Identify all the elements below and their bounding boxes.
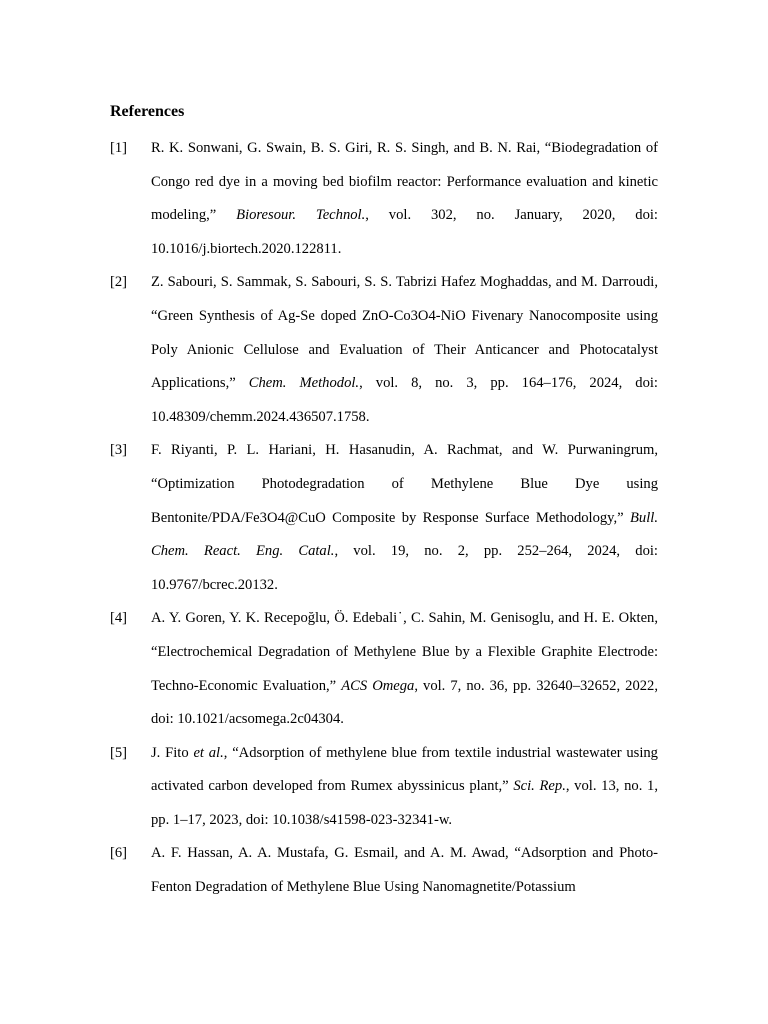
journal-name: Bull. Chem. React. Eng. Catal. [151,509,658,560]
reference-text: J. Fito et al., “Adsorption of methylene blue from textile industrial wastewater using activated carbon developed from Rumex abyssinicus plant,” Sci. Rep., vol. 13, no. 1, pp. 1–17, 2023, doi: 10.1038/s41598-023-32341-w. [151,744,658,828]
reference-item [110,132,658,266]
reference-number: [3] [110,442,128,459]
reference-number: [1] [110,140,128,156]
journal-name: ACS Omega [341,677,415,694]
reference-item [110,602,658,736]
reference-text: A. F. Hassan, A. A. Mustafa, G. Esmail, and A. M. Awad, “Adsorption and Photo-Fenton Degradation of Methylene Blue Using Nanomagnetite/Potassium [151,845,658,896]
reference-number: [6] [110,845,128,862]
reference-number: [4] [110,610,128,627]
reference-item [110,737,658,838]
reference-text: Z. Sabouri, S. Sammak, S. Sabouri, S. S. Tabrizi Hafez Moghaddas, and M. Darroudi, “Green Synthesis of Ag-Se doped ZnO-Co3O4-NiO Fivenary Nanocomposite using Poly Anionic Cellulose and Evaluation of Their Anticancer and Photocatalyst Applications,” Chem. Methodol., vol. 8, no. 3, pp. 164–176, 2024, doi: 10.48309/chemm.2024.436507.1758. [151,274,658,425]
reference-text: A. Y. Goren, Y. K. Recepoğlu, Ö. Edebali˙, C. Sahin, M. Genisoglu, and H. E. Okten, “Electrochemical Degradation of Methylene Blue by a Flexible Graphite Electrode: Techno-Economic Evaluation,” ACS Omega, vol. 7, no. 36, pp. 32640–32652, 2022, doi: 10.1021/acsomega.2c04304. [151,610,658,728]
reference-list [110,132,658,905]
reference-text: F. Riyanti, P. L. Hariani, H. Hasanudin, A. Rachmat, and W. Purwaningrum, “Optimization Photodegradation of Methylene Blue Dye using Bentonite/PDA/Fe3O4@CuO Composite by Response Surface Methodology,” Bull. Chem. React. Eng. Catal., vol. 19, no. 2, pp. 252–264, 2024, doi: 10.9767/bcrec.20132. [151,442,658,593]
reference-number: [2] [110,274,128,291]
reference-text: R. K. Sonwani, G. Swain, B. S. Giri, R. S. Singh, and B. N. Rai, “Biodegradation of Congo red dye in a moving bed biofilm reactor: Performance evaluation and kinetic modeling,” Bioresour. Technol., vol. 302, no. January, 2020, doi: 10.1016/j.biortech.2020.122811. [151,140,658,257]
journal-name: Chem. Methodol. [248,375,360,392]
et-al: et al. [193,744,224,761]
journal-name: Sci. Rep. [513,778,566,795]
reference-item [110,434,658,602]
journal-name: Bioresour. Technol. [236,207,366,224]
reference-item [110,837,658,904]
reference-number: [5] [110,744,128,761]
references-heading: References [110,103,185,120]
reference-item [110,266,658,434]
